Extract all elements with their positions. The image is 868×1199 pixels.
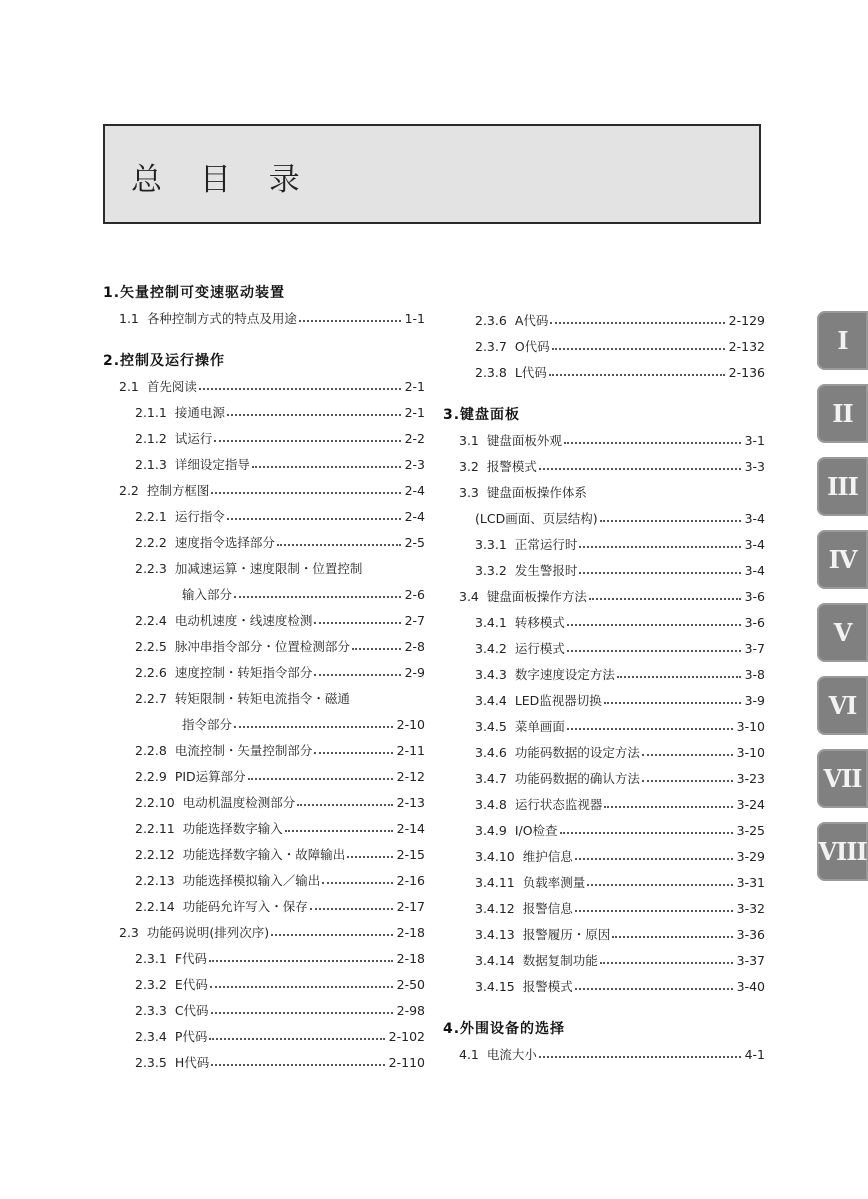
toc-entry-label: 各种控制方式的特点及用途	[146, 311, 297, 326]
toc-entry-page: 3-36	[736, 927, 765, 942]
toc-entry-label: 试运行	[174, 431, 213, 446]
toc-entry[interactable]	[103, 998, 425, 1024]
dot-leader	[211, 1012, 393, 1014]
dot-leader	[310, 908, 393, 910]
toc-entry[interactable]	[443, 1042, 765, 1068]
dot-leader	[564, 442, 741, 444]
toc-entry[interactable]	[103, 972, 425, 998]
toc-entry-number: 2.2.8	[135, 743, 167, 758]
dot-leader	[600, 520, 741, 522]
toc-entry[interactable]	[103, 608, 425, 634]
toc-entry-page: 2-3	[404, 457, 425, 472]
dot-leader	[552, 348, 725, 350]
toc-entry[interactable]	[443, 584, 765, 610]
toc-entry-page: 3-1	[744, 433, 765, 448]
dot-leader	[575, 858, 733, 860]
toc-entry[interactable]	[103, 556, 425, 582]
toc-entry-number: 2.1.3	[135, 457, 167, 472]
toc-entry-page: 2-18	[396, 925, 425, 940]
toc-entry-page: 2-1	[404, 379, 425, 394]
toc-entry[interactable]	[443, 818, 765, 844]
toc-entry-label: 键盘面板外观	[486, 433, 562, 448]
dot-leader	[579, 546, 740, 548]
toc-entry-page: 3-8	[744, 667, 765, 682]
toc-entry-number: 2.2.11	[135, 821, 175, 836]
toc-entry-number: 3.4.8	[475, 797, 507, 812]
dot-leader	[589, 598, 741, 600]
toc-entry-label: 运行状态监视器	[514, 797, 603, 812]
toc-entry-page: 3-25	[736, 823, 765, 838]
toc-entry[interactable]	[443, 480, 765, 506]
dot-leader	[560, 832, 733, 834]
toc-entry-number: 2.1.1	[135, 405, 167, 420]
toc-entry-number: 3.4.11	[475, 875, 515, 890]
toc-entry-number: 2.2.9	[135, 769, 167, 784]
toc-entry-label: 加减速运算・速度限制・位置控制	[174, 561, 363, 576]
toc-entry-number: 3.3	[459, 485, 479, 500]
dot-leader	[322, 882, 392, 884]
toc-entry-page: 2-5	[404, 535, 425, 550]
toc-entry-number: 2.2.2	[135, 535, 167, 550]
toc-entry[interactable]	[103, 306, 425, 332]
dot-leader	[567, 624, 741, 626]
toc-entry-label: 报警模式	[522, 979, 573, 994]
dot-leader	[297, 804, 392, 806]
toc-entry-number: 2.2.14	[135, 899, 175, 914]
toc-entry[interactable]	[103, 530, 425, 556]
dot-leader	[617, 676, 741, 678]
toc-entry[interactable]	[443, 558, 765, 584]
toc-entry-label: 电动机速度・线速度检测	[174, 613, 313, 628]
toc-entry-number: 4.1	[459, 1047, 479, 1062]
toc-entry-page: 3-7	[744, 641, 765, 656]
dot-leader	[199, 388, 401, 390]
dot-leader	[211, 492, 400, 494]
toc-entry[interactable]	[103, 842, 425, 868]
toc-entry-page: 2-16	[396, 873, 425, 888]
toc-entry-number: 2.3.5	[135, 1055, 167, 1070]
toc-entry-number: 2.2.3	[135, 561, 167, 576]
toc-entry-number: 2.3.7	[475, 339, 507, 354]
dot-leader	[642, 780, 733, 782]
toc-entry-number: 2.2.12	[135, 847, 175, 862]
toc-entry-number: 1.1	[119, 311, 139, 326]
toc-entry-number: 2.2	[119, 483, 139, 498]
toc-entry-number: 2.3.8	[475, 365, 507, 380]
toc-entry[interactable]	[443, 896, 765, 922]
toc-entry-page: 2-102	[388, 1029, 425, 1044]
toc-entry-page: 3-23	[736, 771, 765, 786]
toc-entry-page: 3-32	[736, 901, 765, 916]
toc-entry-number: 3.4.15	[475, 979, 515, 994]
toc-entry[interactable]	[103, 582, 425, 608]
toc-entry-page: 3-4	[744, 511, 765, 526]
toc-entry-label: 输入部分	[182, 587, 233, 602]
toc-entry[interactable]	[443, 506, 765, 532]
dot-leader	[575, 988, 733, 990]
dot-leader	[271, 934, 392, 936]
dot-leader	[575, 910, 733, 912]
toc-entry-label: 速度控制・转矩指令部分	[174, 665, 313, 680]
toc-entry-page: 2-4	[404, 483, 425, 498]
toc-entry-label: 维护信息	[522, 849, 573, 864]
dot-leader	[277, 544, 401, 546]
toc-entry-label: O代码	[514, 339, 550, 354]
page-title: 总 目 录	[131, 162, 314, 198]
toc-entry-page: 2-98	[396, 1003, 425, 1018]
chapter-tab[interactable]: IV	[817, 530, 868, 589]
toc-entry[interactable]	[103, 1024, 425, 1050]
toc-entry[interactable]	[103, 634, 425, 660]
toc-entry-page: 2-15	[396, 847, 425, 862]
toc-entry[interactable]	[443, 922, 765, 948]
toc-entry-label: 功能选择模拟输入／输出	[182, 873, 321, 888]
toc-entry-page: 3-6	[744, 589, 765, 604]
dot-leader	[234, 726, 393, 728]
toc-entry-page: 2-8	[404, 639, 425, 654]
chapter-tab[interactable]: V	[817, 603, 868, 662]
toc-entry-label: 详细设定指导	[174, 457, 250, 472]
toc-entry-number: 2.1	[119, 379, 139, 394]
toc-entry[interactable]	[103, 374, 425, 400]
dot-leader	[214, 440, 400, 442]
dot-leader	[314, 622, 400, 624]
toc-entry[interactable]	[103, 400, 425, 426]
toc-entry-page: 3-24	[736, 797, 765, 812]
chapter-tab[interactable]: I	[817, 311, 868, 370]
toc-entry-number: 2.3	[119, 925, 139, 940]
toc-entry[interactable]	[443, 766, 765, 792]
dot-leader	[227, 414, 401, 416]
toc-entry-label: 指令部分	[182, 717, 233, 732]
toc-entry-label: E代码	[174, 977, 208, 992]
toc-entry-page: 2-50	[396, 977, 425, 992]
toc-entry-page: 2-17	[396, 899, 425, 914]
toc-entry-number: 3.2	[459, 459, 479, 474]
toc-entry-page: 2-7	[404, 613, 425, 628]
dot-leader	[604, 702, 741, 704]
toc-entry[interactable]	[443, 792, 765, 818]
toc-entry-label: 数字速度设定方法	[514, 667, 615, 682]
toc-entry-label: 首先阅读	[146, 379, 197, 394]
toc-entry-number: 3.4	[459, 589, 479, 604]
toc-entry-label: 报警信息	[522, 901, 573, 916]
toc-entry-label: 报警履历・原因	[522, 927, 611, 942]
dot-leader	[612, 936, 732, 938]
dot-leader	[600, 962, 733, 964]
toc-entry[interactable]	[443, 740, 765, 766]
toc-entry-number: 3.4.5	[475, 719, 507, 734]
toc-entry-number: 3.3.1	[475, 537, 507, 552]
dot-leader	[549, 374, 725, 376]
toc-entry[interactable]	[443, 308, 765, 334]
toc-entry-page: 3-31	[736, 875, 765, 890]
toc-entry-label: 功能码数据的确认方法	[514, 771, 640, 786]
toc-entry[interactable]	[103, 920, 425, 946]
toc-entry-number: 3.4.4	[475, 693, 507, 708]
toc-entry-number: 2.3.2	[135, 977, 167, 992]
dot-leader	[211, 1064, 384, 1066]
chapter-tab[interactable]: VI	[817, 676, 868, 735]
toc-entry-page: 2-18	[396, 951, 425, 966]
toc-entry[interactable]	[103, 868, 425, 894]
toc-entry-page: 2-13	[396, 795, 425, 810]
toc-entry-page: 2-136	[728, 365, 765, 380]
toc-entry[interactable]	[443, 662, 765, 688]
dot-leader	[550, 322, 724, 324]
dot-leader	[314, 674, 400, 676]
dot-leader	[567, 728, 733, 730]
toc-entry-page: 2-9	[404, 665, 425, 680]
toc-entry[interactable]	[103, 478, 425, 504]
toc-entry-number: 2.1.2	[135, 431, 167, 446]
toc-entry-label: 功能码说明(排列次序)	[146, 925, 270, 940]
toc-entry[interactable]	[443, 532, 765, 558]
toc-entry-label: F代码	[174, 951, 208, 966]
toc-entry[interactable]	[443, 974, 765, 1000]
toc-entry[interactable]	[103, 764, 425, 790]
toc-entry[interactable]	[103, 504, 425, 530]
toc-entry-number: 3.4.3	[475, 667, 507, 682]
toc-entry-label: 运行模式	[514, 641, 565, 656]
toc-entry[interactable]	[103, 452, 425, 478]
toc-right-column	[443, 308, 765, 1068]
toc-entry-label: 负载率测量	[522, 875, 586, 890]
dot-leader	[352, 648, 401, 650]
toc-entry-page: 2-1	[404, 405, 425, 420]
toc-entry-label: C代码	[174, 1003, 209, 1018]
dot-leader	[579, 572, 740, 574]
dot-leader	[347, 856, 392, 858]
dot-leader	[252, 466, 401, 468]
toc-entry-number: 3.4.2	[475, 641, 507, 656]
toc-left-column	[103, 280, 425, 1076]
toc-entry[interactable]	[103, 660, 425, 686]
toc-entry-number: 2.3.1	[135, 951, 167, 966]
toc-entry-page: 3-10	[736, 719, 765, 734]
toc-entry-number: 3.4.12	[475, 901, 515, 916]
toc-entry[interactable]	[103, 426, 425, 452]
dot-leader	[539, 1056, 741, 1058]
toc-entry-page: 3-40	[736, 979, 765, 994]
toc-entry-page: 2-110	[388, 1055, 425, 1070]
toc-entry-label: 功能码允许写入・保存	[182, 899, 308, 914]
toc-entry[interactable]	[103, 790, 425, 816]
toc-entry-label: 速度指令选择部分	[174, 535, 275, 550]
dot-leader	[248, 778, 393, 780]
toc-entry-number: 2.2.1	[135, 509, 167, 524]
toc-section-heading: 3.键盘面板	[443, 407, 521, 423]
toc-entry-label: A代码	[514, 313, 549, 328]
toc-entry-page: 2-11	[396, 743, 425, 758]
toc-entry-number: 3.4.1	[475, 615, 507, 630]
chapter-tab[interactable]: VII	[817, 749, 868, 808]
toc-section-heading: 1.矢量控制可变速驱动装置	[103, 285, 286, 301]
toc-entry[interactable]	[443, 454, 765, 480]
toc-entry[interactable]	[443, 870, 765, 896]
chapter-tab[interactable]: III	[817, 457, 868, 516]
toc-entry-label: 菜单画面	[514, 719, 565, 734]
toc-entry-page: 2-132	[728, 339, 765, 354]
dot-leader	[285, 830, 393, 832]
toc-entry-label: 发生警报时	[514, 563, 578, 578]
toc-entry-page: 2-2	[404, 431, 425, 446]
toc-entry-page: 3-4	[744, 537, 765, 552]
dot-leader	[210, 986, 393, 988]
toc-entry-page: 2-6	[404, 587, 425, 602]
toc-entry-page: 2-12	[396, 769, 425, 784]
toc-entry-number: 3.4.6	[475, 745, 507, 760]
toc-entry[interactable]	[443, 948, 765, 974]
toc-entry-label: 转矩限制・转矩电流指令・磁通	[174, 691, 350, 706]
toc-entry[interactable]	[103, 686, 425, 712]
dot-leader	[299, 320, 401, 322]
chapter-tab[interactable]: II	[817, 384, 868, 443]
toc-entry-label: 报警模式	[486, 459, 537, 474]
toc-entry-label: 运行指令	[174, 509, 225, 524]
toc-entry[interactable]	[103, 894, 425, 920]
toc-entry-page: 3-10	[736, 745, 765, 760]
toc-entry-label: 电流大小	[486, 1047, 537, 1062]
toc-entry-page: 3-9	[744, 693, 765, 708]
toc-entry[interactable]	[103, 816, 425, 842]
toc-entry-label: 转移模式	[514, 615, 565, 630]
toc-entry-number: 3.4.9	[475, 823, 507, 838]
dot-leader	[642, 754, 733, 756]
dot-leader	[539, 468, 741, 470]
toc-entry-label: (LCD画面、页层结构)	[475, 511, 598, 526]
toc-entry-label: H代码	[174, 1055, 210, 1070]
toc-entry[interactable]	[443, 428, 765, 454]
toc-entry-page: 2-14	[396, 821, 425, 836]
toc-entry-label: 键盘面板操作方法	[486, 589, 587, 604]
chapter-tab[interactable]: VIII	[817, 822, 868, 881]
toc-entry-page: 1-1	[404, 311, 425, 326]
toc-entry-label: 键盘面板操作体系	[486, 485, 587, 500]
toc-entry-number: 2.3.6	[475, 313, 507, 328]
toc-entry-label: P代码	[174, 1029, 208, 1044]
toc-entry-label: 接通电源	[174, 405, 225, 420]
toc-entry[interactable]	[443, 610, 765, 636]
dot-leader	[314, 752, 392, 754]
toc-entry[interactable]	[443, 636, 765, 662]
toc-entry-label: L代码	[514, 365, 547, 380]
toc-entry[interactable]	[443, 688, 765, 714]
dot-leader	[567, 650, 741, 652]
toc-section-heading: 4.外围设备的选择	[443, 1021, 566, 1037]
toc-section-heading: 2.控制及运行操作	[103, 353, 226, 369]
toc-entry-label: I/O检查	[514, 823, 558, 838]
toc-entry[interactable]	[443, 360, 765, 386]
dot-leader	[604, 806, 732, 808]
dot-leader	[587, 884, 732, 886]
toc-entry-label: 控制方框图	[146, 483, 210, 498]
dot-leader	[209, 960, 393, 962]
toc-entry-label: 脉冲串指令部分・位置检测部分	[174, 639, 350, 654]
toc-entry[interactable]	[443, 714, 765, 740]
toc-entry-number: 2.2.4	[135, 613, 167, 628]
toc-entry-label: 功能选择数字输入	[182, 821, 283, 836]
toc-entry[interactable]	[103, 738, 425, 764]
toc-entry[interactable]	[443, 334, 765, 360]
toc-entry-number: 2.3.3	[135, 1003, 167, 1018]
toc-entry[interactable]	[103, 1050, 425, 1076]
toc-entry-number: 2.2.5	[135, 639, 167, 654]
toc-entry-number: 2.2.13	[135, 873, 175, 888]
toc-entry-page: 2-10	[396, 717, 425, 732]
toc-entry-label: 正常运行时	[514, 537, 578, 552]
toc-entry-label: 电动机温度检测部分	[182, 795, 296, 810]
toc-entry-page: 4-1	[744, 1047, 765, 1062]
toc-entry-page: 3-29	[736, 849, 765, 864]
toc-entry-number: 3.3.2	[475, 563, 507, 578]
title-box	[103, 124, 761, 224]
dot-leader	[209, 1038, 384, 1040]
toc-entry-label: 功能码数据的设定方法	[514, 745, 640, 760]
toc-entry-label: 数据复制功能	[522, 953, 598, 968]
toc-entry-page: 2-129	[728, 313, 765, 328]
dot-leader	[227, 518, 401, 520]
toc-entry-page: 3-4	[744, 563, 765, 578]
toc-entry-number: 3.4.7	[475, 771, 507, 786]
toc-entry-number: 2.2.10	[135, 795, 175, 810]
toc-entry-number: 2.2.7	[135, 691, 167, 706]
toc-entry-number: 3.4.13	[475, 927, 515, 942]
toc-entry-label: 功能选择数字输入・故障输出	[182, 847, 346, 862]
toc-entry[interactable]	[443, 844, 765, 870]
toc-entry-number: 2.2.6	[135, 665, 167, 680]
toc-entry-number: 2.3.4	[135, 1029, 167, 1044]
toc-entry-number: 3.4.14	[475, 953, 515, 968]
toc-entry[interactable]	[103, 946, 425, 972]
toc-entry-label: LED监视器切换	[514, 693, 602, 708]
toc-entry-page: 3-6	[744, 615, 765, 630]
toc-entry-label: PID运算部分	[174, 769, 246, 784]
toc-entry-number: 3.1	[459, 433, 479, 448]
toc-entry-page: 3-3	[744, 459, 765, 474]
toc-entry-label: 电流控制・矢量控制部分	[174, 743, 313, 758]
dot-leader	[234, 596, 401, 598]
toc-entry-number: 3.4.10	[475, 849, 515, 864]
toc-entry-page: 3-37	[736, 953, 765, 968]
toc-entry[interactable]	[103, 712, 425, 738]
toc-entry-page: 2-4	[404, 509, 425, 524]
